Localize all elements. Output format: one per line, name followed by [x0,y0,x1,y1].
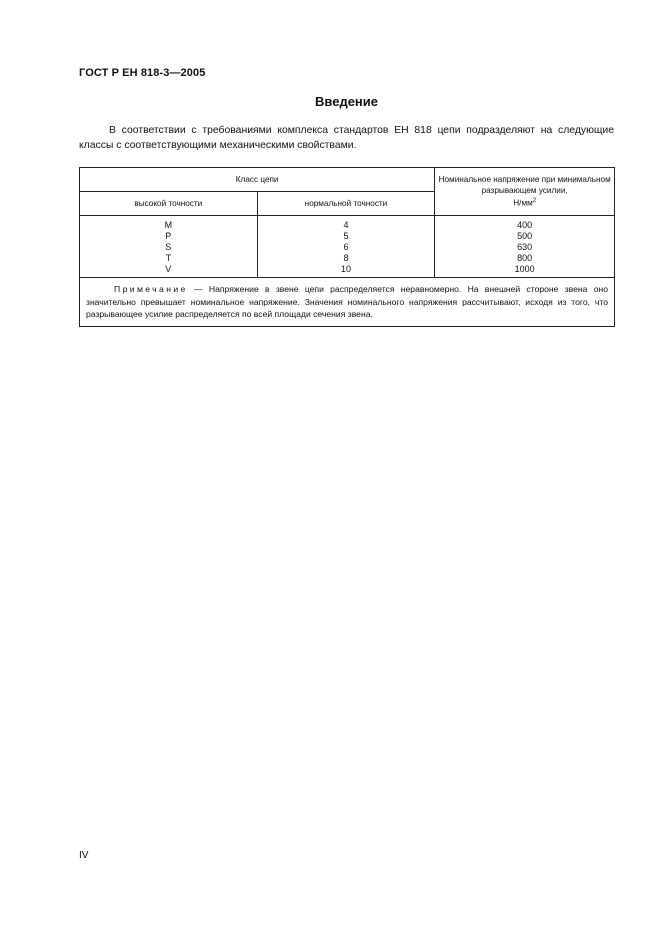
document-header: ГОСТ Р ЕН 818-3—2005 [79,67,206,79]
normal-precision-column [257,216,435,278]
table-cell-stress: 630 [517,242,533,252]
header-normal-precision: нормальной точности [257,192,435,216]
note-label: Примечание [114,284,188,295]
intro-paragraph: В соответствии с требованиями комплекса стандартов ЕН 818 цепи подразделяют на следующие классы с соответствующими механическими свойствами. [79,125,614,151]
header-nominal-stress-text: Номинальное напряжение при минимальном разрывающем усилии, [438,175,611,196]
table-cell-high: M [164,220,173,230]
header-nominal-stress [435,168,615,216]
table-cell-normal: 8 [343,253,349,263]
table-cell-stress: 800 [517,253,533,263]
page-number: IV [79,850,89,861]
section-title: Введение [315,94,378,109]
high-precision-column [80,216,258,278]
table-cell-stress: 400 [517,220,533,230]
header-high-precision: высокой точности [80,192,258,216]
table-cell-high: V [165,264,172,274]
table-cell-stress: 1000 [514,264,535,274]
table-cell-normal: 10 [340,264,351,274]
note-text: — Напряжение в звене цепи распределяется неравномерно. На внешней стороне звена оно значительно превышает номинальное напряжение. Значения номинального напряжения рассчитывают, исходя из того, что разрывающее усилие распределяется по всей площади сечения звена. [86,284,608,320]
table-cell-high: S [165,242,172,252]
table-cell-normal: 6 [343,242,349,252]
chain-class-table [79,167,615,327]
table-cell-stress: 500 [517,231,533,241]
table-cell-normal: 5 [343,231,349,241]
table-cell-normal: 4 [343,220,349,230]
header-nominal-stress-unit-sup: 2 [532,198,537,205]
header-chain-class: Класс цепи [80,168,435,192]
header-nominal-stress-unit: Н/мм [513,198,533,208]
table-cell-high: P [165,231,172,241]
table-note [80,278,615,327]
table-cell-high: T [165,253,172,263]
nominal-stress-column [435,216,615,278]
